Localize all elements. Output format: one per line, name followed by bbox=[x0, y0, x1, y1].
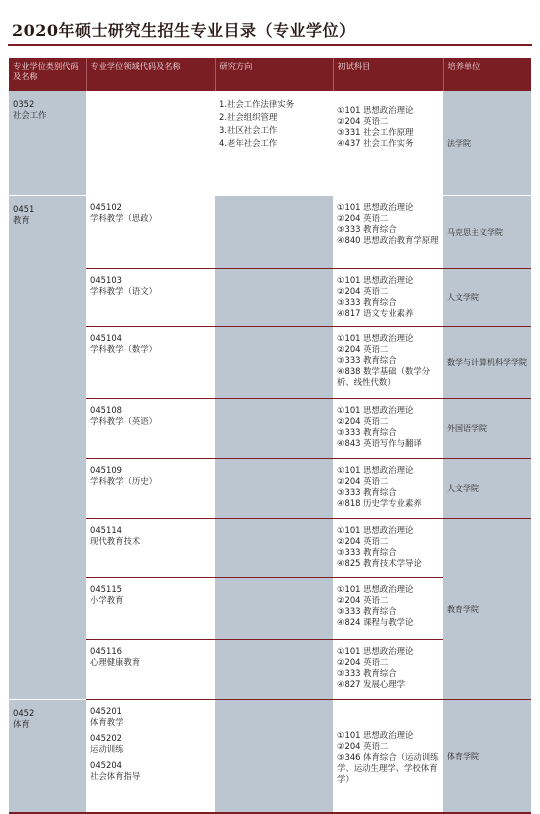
field-code: 045103 bbox=[90, 274, 122, 285]
table-row bbox=[9, 518, 531, 577]
exam-item: ②204 英语二 bbox=[337, 212, 389, 223]
exam-item: ④827 发展心理学 bbox=[337, 678, 406, 689]
field-name: 心理健康教育 bbox=[90, 656, 141, 667]
header-category: 专业学位类别代码及名称 bbox=[9, 58, 86, 91]
header-unit: 培养单位 bbox=[443, 58, 531, 91]
exam-item: ①101 思想政治理论 bbox=[337, 404, 414, 415]
exam-item: ①101 思想政治理论 bbox=[337, 729, 414, 740]
category-cell bbox=[9, 195, 86, 699]
field-name: 现代教育技术 bbox=[90, 535, 141, 546]
field-name: 运动训练 bbox=[90, 743, 124, 754]
field-name: 学科教学（语文） bbox=[90, 285, 157, 296]
exam-item: ④437 社会工作实务 bbox=[337, 138, 414, 148]
direction-item: 2.社会组织管理 bbox=[219, 112, 278, 122]
field-cell bbox=[86, 518, 215, 577]
direction-cell bbox=[215, 458, 333, 518]
direction-cell bbox=[215, 398, 333, 458]
exam-item: ④817 语文专业素养 bbox=[337, 307, 414, 318]
exam-item: ②204 英语二 bbox=[337, 656, 389, 667]
exam-item: ④840 思想政治教育学原理 bbox=[337, 234, 439, 245]
exam-item: ②204 英语二 bbox=[337, 285, 389, 296]
direction-item: 1.社会工作法律实务 bbox=[219, 99, 294, 109]
unit-cell: 人文学院 bbox=[443, 458, 531, 518]
exam-item: ①101 思想政治理论 bbox=[337, 105, 414, 115]
exam-item: ③333 教育综合 bbox=[337, 223, 397, 234]
field-name: 学科教学（思政） bbox=[90, 212, 157, 223]
exam-cell bbox=[333, 398, 443, 458]
category-name: 社会工作 bbox=[13, 110, 47, 120]
direction-cell bbox=[215, 518, 333, 577]
unit-cell: 法学院 bbox=[443, 91, 531, 195]
unit-cell: 外国语学院 bbox=[443, 398, 531, 458]
exam-item: ③333 教育综合 bbox=[337, 354, 397, 365]
unit-cell: 数学与计算机科学学院 bbox=[443, 326, 531, 398]
table-row bbox=[9, 195, 531, 268]
field-cell bbox=[86, 639, 215, 699]
exam-item: ③333 教育综合 bbox=[337, 486, 397, 497]
direction-cell bbox=[215, 699, 333, 813]
exam-item: ①101 思想政治理论 bbox=[337, 332, 414, 343]
exam-item: ②204 英语二 bbox=[337, 116, 389, 126]
exam-cell bbox=[333, 195, 443, 268]
table-row bbox=[9, 91, 531, 195]
field-code: 045204 bbox=[90, 759, 122, 770]
exam-item: ④843 英语写作与翻译 bbox=[337, 437, 422, 448]
table-row bbox=[9, 398, 531, 458]
exam-item: ③333 教育综合 bbox=[337, 605, 397, 616]
category-code: 0452 bbox=[13, 707, 35, 718]
field-name: 社会体育指导 bbox=[90, 770, 141, 781]
field-entry bbox=[90, 760, 211, 782]
field-name: 学科教学（英语） bbox=[90, 415, 157, 426]
category-cell bbox=[9, 699, 86, 813]
field-code: 045201 bbox=[90, 705, 122, 716]
exam-item: ③333 教育综合 bbox=[337, 426, 397, 437]
page-title: 2020年硕士研究生招生专业目录（专业学位） bbox=[12, 21, 356, 40]
exam-cell bbox=[333, 91, 443, 195]
exam-cell bbox=[333, 699, 443, 813]
field-cell bbox=[86, 458, 215, 518]
exam-item: ①101 思想政治理论 bbox=[337, 583, 414, 594]
category-name: 教育 bbox=[13, 214, 30, 225]
exam-item: ①101 思想政治理论 bbox=[337, 464, 414, 475]
category-code: 0451 bbox=[13, 203, 35, 214]
category-cell bbox=[9, 91, 86, 195]
exam-item: ③346 体育综合（运动训练学、运动生理学、学校体育学） bbox=[337, 751, 439, 784]
exam-item: ④825 教育技术学导论 bbox=[337, 557, 422, 568]
exam-item: ②204 英语二 bbox=[337, 475, 389, 486]
direction-item: 3.社区社会工作 bbox=[219, 125, 278, 135]
field-cell bbox=[86, 577, 215, 639]
field-cell bbox=[86, 398, 215, 458]
field-cell bbox=[86, 326, 215, 398]
unit-cell: 马克思主义学院 bbox=[443, 195, 531, 268]
unit-cell: 教育学院 bbox=[443, 518, 531, 699]
field-code: 045116 bbox=[90, 645, 122, 656]
direction-cell bbox=[215, 577, 333, 639]
table-row bbox=[9, 699, 531, 813]
exam-item: ③333 教育综合 bbox=[337, 667, 397, 678]
field-cell bbox=[86, 699, 215, 813]
exam-item: ②204 英语二 bbox=[337, 535, 389, 546]
header-exam: 初试科目 bbox=[333, 58, 443, 91]
exam-item: ③333 教育综合 bbox=[337, 546, 397, 557]
field-name: 学科教学（数学） bbox=[90, 343, 157, 354]
field-name: 小学教育 bbox=[90, 594, 124, 605]
field-entry bbox=[90, 733, 211, 755]
exam-item: ②204 英语二 bbox=[337, 594, 389, 605]
exam-cell bbox=[333, 458, 443, 518]
header-field: 专业学位领域代码及名称 bbox=[86, 58, 215, 91]
exam-item: ②204 英语二 bbox=[337, 343, 389, 354]
field-name: 学科教学（历史） bbox=[90, 475, 157, 486]
direction-cell bbox=[215, 195, 333, 268]
exam-cell bbox=[333, 518, 443, 577]
exam-cell bbox=[333, 577, 443, 639]
table-row bbox=[9, 458, 531, 518]
exam-item: ④824 课程与教学论 bbox=[337, 616, 414, 627]
unit-cell: 人文学院 bbox=[443, 268, 531, 326]
program-catalog-table bbox=[9, 58, 531, 814]
direction-cell bbox=[215, 639, 333, 699]
exam-item: ①101 思想政治理论 bbox=[337, 201, 414, 212]
header-direction: 研究方向 bbox=[215, 58, 333, 91]
field-code: 045102 bbox=[90, 201, 122, 212]
field-code: 045108 bbox=[90, 404, 122, 415]
title-divider bbox=[8, 44, 532, 46]
exam-cell bbox=[333, 639, 443, 699]
exam-item: ③333 教育综合 bbox=[337, 296, 397, 307]
exam-item: ①101 思想政治理论 bbox=[337, 524, 414, 535]
direction-cell bbox=[215, 326, 333, 398]
direction-cell bbox=[215, 268, 333, 326]
field-code: 045114 bbox=[90, 524, 122, 535]
table-row bbox=[9, 268, 531, 326]
field-code: 045104 bbox=[90, 332, 122, 343]
field-code: 045202 bbox=[90, 732, 122, 743]
direction-item: 4.老年社会工作 bbox=[219, 138, 278, 148]
category-name: 体育 bbox=[13, 718, 30, 729]
field-entry bbox=[90, 706, 211, 728]
category-code: 0352 bbox=[13, 99, 35, 109]
table-row bbox=[9, 326, 531, 398]
exam-item: ①101 思想政治理论 bbox=[337, 645, 414, 656]
exam-cell bbox=[333, 268, 443, 326]
exam-item: ②204 英语二 bbox=[337, 415, 389, 426]
direction-cell bbox=[215, 91, 333, 195]
exam-cell bbox=[333, 326, 443, 398]
field-code: 045109 bbox=[90, 464, 122, 475]
table-header-row bbox=[9, 58, 531, 91]
exam-item: ②204 英语二 bbox=[337, 740, 389, 751]
exam-item: ③331 社会工作原理 bbox=[337, 127, 414, 137]
field-cell bbox=[86, 195, 215, 268]
field-cell bbox=[86, 268, 215, 326]
field-name: 体育教学 bbox=[90, 716, 124, 727]
unit-cell: 体育学院 bbox=[443, 699, 531, 813]
field-cell bbox=[86, 91, 215, 195]
exam-item: ④818 历史学专业素养 bbox=[337, 497, 422, 508]
field-code: 045115 bbox=[90, 583, 122, 594]
exam-item: ①101 思想政治理论 bbox=[337, 274, 414, 285]
exam-item: ④838 数学基础（数学分析、线性代数） bbox=[337, 365, 431, 387]
